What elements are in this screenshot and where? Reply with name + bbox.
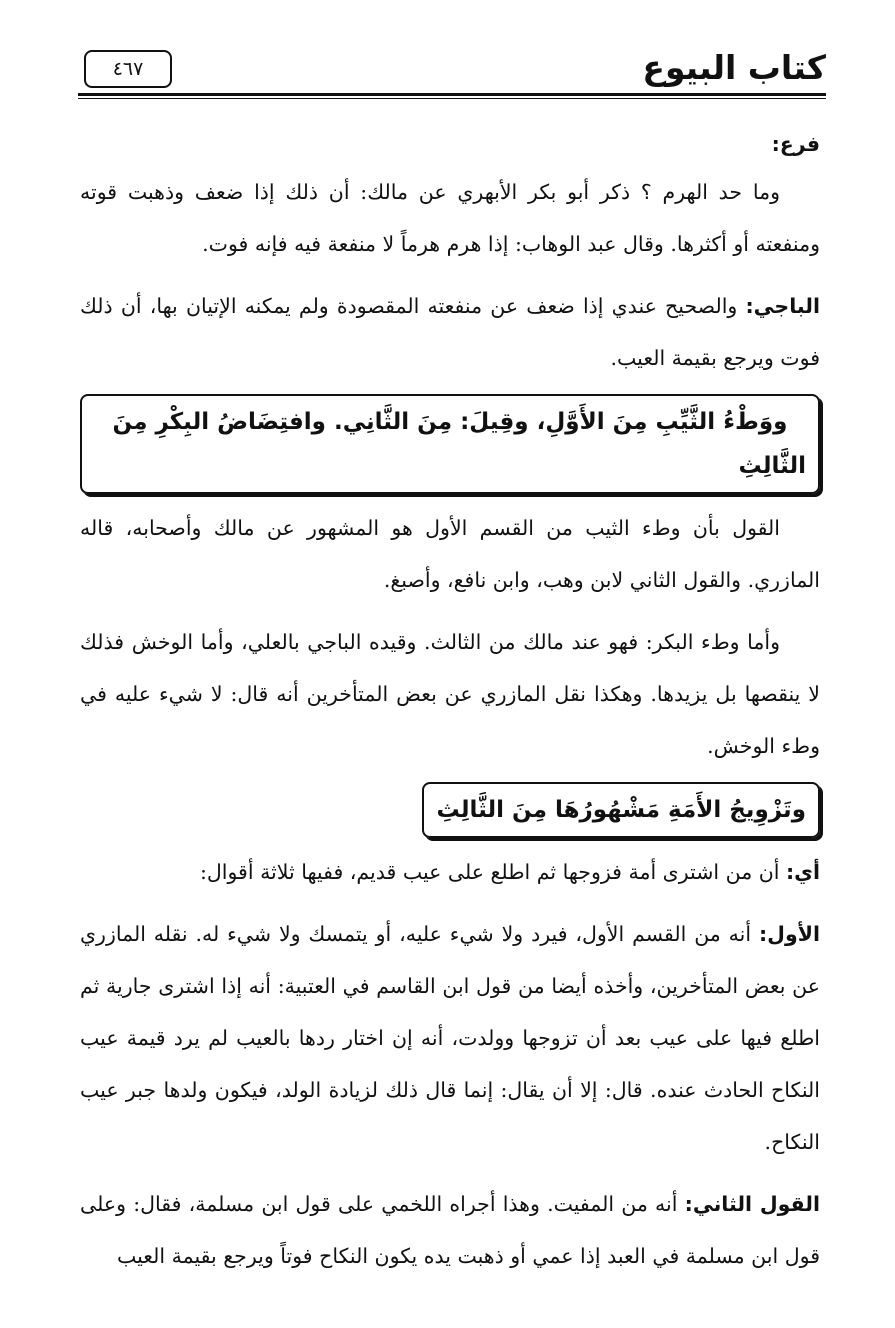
header-rule-thin bbox=[78, 98, 826, 99]
matn-box: وتَزْوِيجُ الأَمَةِ مَشْهُورُهَا مِنَ الثَّالِثِ bbox=[422, 782, 820, 838]
matn-box-wrapper bbox=[80, 394, 820, 494]
paragraph-label: الباجي: bbox=[745, 294, 820, 318]
paragraph-text: أنه من المفيت. وهذا أجراه اللخمي على قول ابن مسلمة، فقال: وعلى قول ابن مسلمة في العبد إذا عمي أو ذهبت يده يكون النكاح فوتاً ويرجع بقيمة العيب bbox=[80, 1192, 820, 1268]
header-rule bbox=[78, 93, 826, 96]
paragraph bbox=[80, 1178, 820, 1282]
paragraph bbox=[80, 846, 820, 898]
paragraph bbox=[80, 908, 820, 1168]
paragraph bbox=[80, 280, 820, 384]
matn-box-wrapper bbox=[80, 782, 820, 838]
paragraph-label: أي: bbox=[785, 860, 820, 884]
paragraph-text: أنه من القسم الأول، فيرد ولا شيء عليه، أو يتمسك ولا شيء له. نقله المازري عن بعض المتأخرين، وأخذه أيضا من قول ابن القاسم في العتبية: أنه إذا اشترى جارية ثم اطلع فيها على عيب بعد أن تزوجها وولدت، أنه إن اختار ردها بالعيب لم يرد قيمة عيب النكاح الحادث عنده. قال: إلا أن يقال: إنما قال ذلك لزيادة الولد، فيكون ولدها جبر عيب النكاح. bbox=[80, 922, 820, 1154]
matn-box: ووَطْءُ الثَّيِّبِ مِنَ الأَوَّلِ، وقِيلَ: مِنَ الثَّانِي. وافتِضَاضُ البِكْرِ مِنَ الثَّالِثِ bbox=[80, 394, 820, 494]
paragraph: وأما وطء البكر: فهو عند مالك من الثالث. وقيده الباجي بالعلي، وأما الوخش فذلك لا ينقصها بل يزيدها. وهكذا نقل المازري عن بعض المتأخرين أنه قال: لا شيء عليه في وطء الوخش. bbox=[80, 630, 820, 758]
paragraph: القول بأن وطء الثيب من القسم الأول هو المشهور عن مالك وأصحابه، قاله المازري. والقول الثاني لابن وهب، وابن نافع، وأصبغ. bbox=[80, 516, 820, 592]
paragraph-label: القول الثاني: bbox=[684, 1192, 821, 1216]
paragraph: وما حد الهرم ؟ ذكر أبو بكر الأبهري عن مالك: أن ذلك إذا ضعف وذهبت قوته ومنفعته أو أكثرها. وقال عبد الوهاب: إذا هرم هرماً لا منفعة فيه فإنه فوت. bbox=[80, 180, 820, 256]
paragraph-text: أن من اشترى أمة فزوجها ثم اطلع على عيب قديم، ففيها ثلاثة أقوال: bbox=[199, 860, 786, 884]
section-heading: فرع: bbox=[771, 132, 820, 156]
paragraph-label: الأول: bbox=[758, 922, 820, 946]
page-body bbox=[80, 122, 820, 1292]
paragraph-text: والصحيح عندي إذا ضعف عن منفعته المقصودة ولم يمكنه الإتيان بها، أن ذلك فوت ويرجع بقيمة العيب. bbox=[80, 294, 820, 370]
running-title: كتاب البيوع bbox=[642, 48, 826, 87]
page-header bbox=[78, 42, 826, 100]
page-number: ٤٦٧ bbox=[84, 50, 172, 88]
